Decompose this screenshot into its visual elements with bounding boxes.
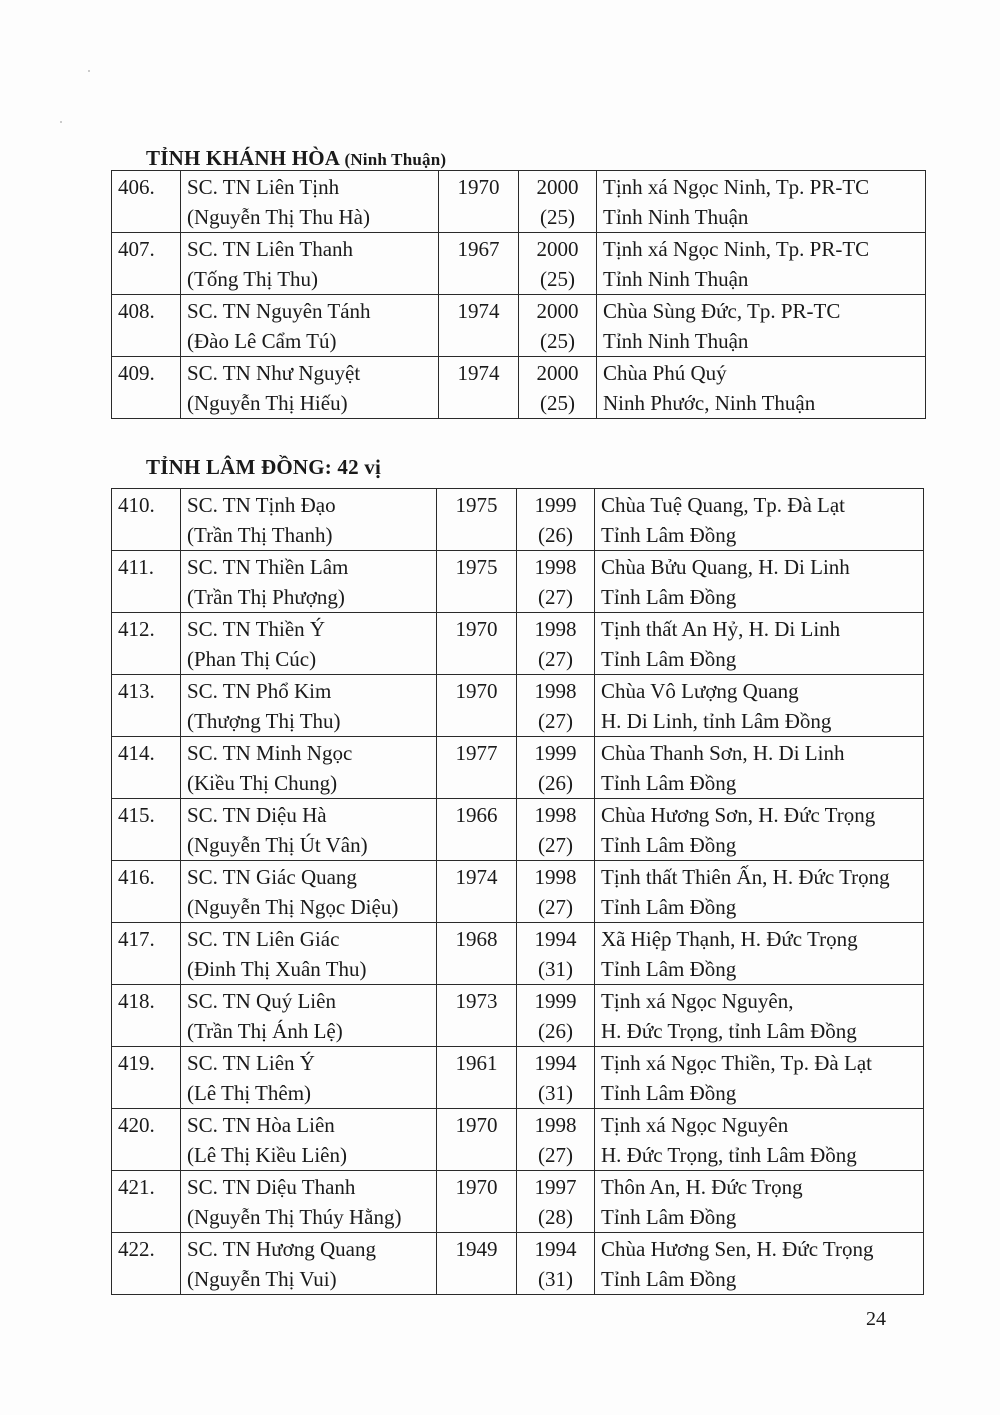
cell-name-name: SC. TN Liên Tịnh — [187, 175, 340, 199]
cell-address-addr2: Tỉnh Lâm Đồng — [601, 585, 737, 609]
table-row — [112, 551, 924, 613]
cell-name-lay-name: (Nguyễn Thị Hiếu) — [187, 391, 348, 415]
cell-address — [597, 295, 926, 357]
cell-name-lay-name: (Nguyễn Thị Thúy Hằng) — [187, 1205, 402, 1229]
cell-ordination-year-year: 1999 — [534, 741, 577, 765]
cell-name-name: SC. TN Liên Thanh — [187, 237, 354, 261]
cell-ordination-year-years-in: (27) — [538, 833, 573, 857]
cell-ordination-year — [519, 357, 597, 419]
cell-address — [595, 985, 924, 1047]
cell-name-lay-name: (Trần Thị Thanh) — [187, 523, 333, 547]
cell-ordination-year-year: 1999 — [534, 989, 577, 1013]
cell-address — [595, 489, 924, 551]
cell-number-no: 408. — [118, 299, 155, 323]
cell-ordination-year-year: 2000 — [536, 237, 579, 261]
cell-address-addr1: Tịnh xá Ngọc Nguyên, — [601, 989, 794, 1013]
cell-birth-year — [437, 1171, 517, 1233]
cell-ordination-year — [517, 675, 595, 737]
cell-number-no: 407. — [118, 237, 155, 261]
cell-ordination-year-years-in: (27) — [538, 1143, 573, 1167]
cell-birth-year-birth: 1973 — [455, 989, 498, 1013]
cell-birth-year-birth: 1975 — [455, 493, 498, 517]
cell-number — [112, 675, 181, 737]
cell-name-name: SC. TN Minh Ngọc — [187, 741, 353, 765]
cell-ordination-year-years-in: (27) — [538, 709, 573, 733]
cell-address-addr1: Chùa Hương Sơn, H. Đức Trọng — [601, 803, 876, 827]
table-row — [112, 171, 926, 233]
cell-address — [595, 1233, 924, 1295]
cell-address — [595, 799, 924, 861]
cell-address — [597, 233, 926, 295]
cell-address-addr1: Chùa Hương Sen, H. Đức Trọng — [601, 1237, 874, 1261]
cell-number — [112, 737, 181, 799]
cell-name — [181, 357, 439, 419]
cell-birth-year-birth: 1974 — [457, 361, 500, 385]
cell-birth-year-birth: 1970 — [455, 1113, 498, 1137]
cell-ordination-year-years-in: (26) — [538, 1019, 573, 1043]
cell-number-no: 418. — [118, 989, 155, 1013]
cell-birth-year — [439, 171, 519, 233]
cell-ordination-year-years-in: (31) — [538, 1267, 573, 1291]
cell-name-name: SC. TN Thiền Lâm — [187, 555, 349, 579]
cell-ordination-year — [519, 295, 597, 357]
page-number: 24 — [866, 1308, 886, 1330]
table-row — [112, 295, 926, 357]
cell-number — [112, 1047, 181, 1109]
cell-ordination-year-years-in: (25) — [540, 329, 575, 353]
cell-address-addr2: H. Đức Trọng, tỉnh Lâm Đồng — [601, 1143, 857, 1167]
cell-address-addr2: Tỉnh Lâm Đồng — [601, 647, 737, 671]
cell-number — [112, 295, 181, 357]
cell-address-addr1: Chùa Vô Lượng Quang — [601, 679, 799, 703]
table-row — [112, 1109, 924, 1171]
cell-birth-year-birth: 1970 — [457, 175, 500, 199]
cell-ordination-year-year: 1994 — [534, 1051, 577, 1075]
cell-ordination-year — [517, 861, 595, 923]
cell-number-no: 421. — [118, 1175, 155, 1199]
cell-number — [112, 489, 181, 551]
cell-number — [112, 799, 181, 861]
scan-speck — [88, 70, 90, 72]
cell-ordination-year — [519, 171, 597, 233]
cell-number-no: 413. — [118, 679, 155, 703]
cell-name-name: SC. TN Diệu Hà — [187, 803, 327, 827]
cell-number — [112, 923, 181, 985]
cell-address-addr1: Chùa Thanh Sơn, H. Di Linh — [601, 741, 845, 765]
cell-address — [595, 1109, 924, 1171]
cell-ordination-year-years-in: (31) — [538, 1081, 573, 1105]
cell-address — [597, 171, 926, 233]
cell-ordination-year — [517, 1233, 595, 1295]
cell-name — [181, 861, 437, 923]
cell-name-name: SC. TN Giác Quang — [187, 865, 357, 889]
cell-ordination-year-years-in: (26) — [538, 523, 573, 547]
cell-ordination-year-years-in: (27) — [538, 585, 573, 609]
cell-number — [112, 1233, 181, 1295]
cell-ordination-year-years-in: (31) — [538, 957, 573, 981]
cell-ordination-year — [517, 613, 595, 675]
table-row — [112, 1233, 924, 1295]
cell-address — [595, 737, 924, 799]
cell-address-addr2: Tỉnh Lâm Đồng — [601, 1081, 737, 1105]
cell-address — [595, 1047, 924, 1109]
cell-number — [112, 1109, 181, 1171]
cell-ordination-year-years-in: (25) — [540, 205, 575, 229]
cell-address-addr2: Tỉnh Ninh Thuận — [603, 329, 749, 353]
cell-name-lay-name: (Tống Thị Thu) — [187, 267, 319, 291]
cell-address-addr1: Tịnh thất Thiên Ấn, H. Đức Trọng — [601, 865, 890, 889]
table-row — [112, 489, 924, 551]
table-row — [112, 613, 924, 675]
cell-address-addr2: Ninh Phước, Ninh Thuận — [603, 391, 816, 415]
cell-address — [595, 675, 924, 737]
cell-birth-year-birth: 1970 — [455, 617, 498, 641]
section-title-khanh-hoa — [146, 146, 446, 171]
cell-address-addr1: Xã Hiệp Thạnh, H. Đức Trọng — [601, 927, 858, 951]
table-row — [112, 799, 924, 861]
cell-ordination-year — [517, 923, 595, 985]
cell-name-name: SC. TN Như Nguyệt — [187, 361, 361, 385]
cell-birth-year — [437, 613, 517, 675]
cell-birth-year-birth: 1974 — [457, 299, 500, 323]
cell-birth-year — [437, 489, 517, 551]
cell-number — [112, 357, 181, 419]
cell-address — [597, 357, 926, 419]
cell-birth-year — [437, 1233, 517, 1295]
cell-address-addr1: Thôn An, H. Đức Trọng — [601, 1175, 803, 1199]
cell-ordination-year-years-in: (27) — [538, 895, 573, 919]
cell-address-addr2: Tỉnh Lâm Đồng — [601, 833, 737, 857]
cell-number-no: 419. — [118, 1051, 155, 1075]
cell-name-name: SC. TN Hòa Liên — [187, 1113, 335, 1137]
cell-birth-year-birth: 1949 — [455, 1237, 498, 1261]
cell-number-no: 415. — [118, 803, 155, 827]
cell-number-no: 417. — [118, 927, 155, 951]
cell-ordination-year-year: 1998 — [534, 679, 577, 703]
cell-address — [595, 923, 924, 985]
cell-birth-year-birth: 1967 — [457, 237, 500, 261]
cell-name — [181, 295, 439, 357]
section-title-text: TỈNH KHÁNH HÒA — [146, 146, 339, 170]
cell-ordination-year-years-in: (25) — [540, 391, 575, 415]
cell-address — [595, 1171, 924, 1233]
cell-ordination-year-year: 2000 — [536, 175, 579, 199]
cell-name-name: SC. TN Diệu Thanh — [187, 1175, 356, 1199]
cell-name — [181, 233, 439, 295]
cell-address-addr2: Tỉnh Lâm Đồng — [601, 1267, 737, 1291]
cell-ordination-year-year: 2000 — [536, 361, 579, 385]
cell-address-addr2: Tỉnh Lâm Đồng — [601, 957, 737, 981]
cell-name-name: SC. TN Hương Quang — [187, 1237, 376, 1261]
cell-birth-year — [437, 675, 517, 737]
cell-name-lay-name: (Nguyễn Thị Vui) — [187, 1267, 337, 1291]
cell-ordination-year-year: 1998 — [534, 555, 577, 579]
cell-ordination-year-year: 1994 — [534, 1237, 577, 1261]
cell-name-name: SC. TN Liên Ý — [187, 1051, 315, 1075]
cell-address — [595, 613, 924, 675]
cell-name-lay-name: (Trần Thị Ánh Lệ) — [187, 1019, 343, 1043]
cell-birth-year — [439, 357, 519, 419]
cell-ordination-year-years-in: (28) — [538, 1205, 573, 1229]
cell-birth-year-birth: 1977 — [455, 741, 498, 765]
cell-ordination-year — [517, 737, 595, 799]
cell-birth-year — [437, 799, 517, 861]
cell-name — [181, 923, 437, 985]
cell-address-addr2: Tỉnh Lâm Đồng — [601, 771, 737, 795]
cell-ordination-year-year: 1998 — [534, 803, 577, 827]
table-row — [112, 357, 926, 419]
roster-table-khanh-hoa — [111, 170, 926, 419]
cell-number-no: 406. — [118, 175, 155, 199]
cell-name — [181, 613, 437, 675]
cell-address-addr1: Chùa Tuệ Quang, Tp. Đà Lạt — [601, 493, 846, 517]
cell-address-addr1: Chùa Bửu Quang, H. Di Linh — [601, 555, 850, 579]
cell-address-addr2: Tỉnh Lâm Đồng — [601, 1205, 737, 1229]
cell-birth-year — [437, 985, 517, 1047]
cell-number-no: 410. — [118, 493, 155, 517]
cell-name-lay-name: (Nguyễn Thị Ngọc Diệu) — [187, 895, 399, 919]
cell-name-name: SC. TN Tịnh Đạo — [187, 493, 336, 517]
table-row — [112, 1047, 924, 1109]
cell-name-name: SC. TN Liên Giác — [187, 927, 340, 951]
cell-name-name: SC. TN Phổ Kim — [187, 679, 332, 703]
cell-address-addr1: Tịnh xá Ngọc Ninh, Tp. PR-TC — [603, 175, 870, 199]
cell-number — [112, 1171, 181, 1233]
cell-number-no: 420. — [118, 1113, 155, 1137]
scan-speck — [60, 121, 62, 123]
cell-number-no: 409. — [118, 361, 155, 385]
section-subtitle: (Ninh Thuận) — [344, 150, 447, 169]
table-row — [112, 985, 924, 1047]
cell-birth-year — [439, 233, 519, 295]
cell-name-lay-name: (Kiều Thị Chung) — [187, 771, 338, 795]
cell-address-addr2: H. Di Linh, tỉnh Lâm Đồng — [601, 709, 832, 733]
cell-birth-year-birth: 1974 — [455, 865, 498, 889]
cell-ordination-year-year: 1994 — [534, 927, 577, 951]
cell-number — [112, 551, 181, 613]
cell-name-name: SC. TN Nguyên Tánh — [187, 299, 371, 323]
cell-ordination-year — [519, 233, 597, 295]
cell-number-no: 414. — [118, 741, 155, 765]
cell-address-addr1: Chùa Sùng Đức, Tp. PR-TC — [603, 299, 841, 323]
cell-ordination-year-year: 1999 — [534, 493, 577, 517]
cell-name — [181, 985, 437, 1047]
roster-table-lam-dong — [111, 488, 924, 1295]
cell-address-addr1: Tịnh xá Ngọc Ninh, Tp. PR-TC — [603, 237, 870, 261]
cell-number — [112, 233, 181, 295]
cell-ordination-year-year: 2000 — [536, 299, 579, 323]
cell-name — [181, 489, 437, 551]
cell-address-addr2: Tỉnh Lâm Đồng — [601, 523, 737, 547]
cell-address-addr2: Tỉnh Lâm Đồng — [601, 895, 737, 919]
cell-number — [112, 613, 181, 675]
cell-birth-year-birth: 1968 — [455, 927, 498, 951]
cell-birth-year — [439, 295, 519, 357]
cell-name-lay-name: (Nguyễn Thị Thu Hà) — [187, 205, 370, 229]
cell-birth-year-birth: 1961 — [455, 1051, 498, 1075]
cell-address — [595, 551, 924, 613]
cell-birth-year-birth: 1970 — [455, 1175, 498, 1199]
cell-number-no: 411. — [118, 555, 154, 579]
cell-name-lay-name: (Lê Thị Kiều Liên) — [187, 1143, 347, 1167]
cell-birth-year — [437, 737, 517, 799]
cell-birth-year — [437, 923, 517, 985]
cell-number — [112, 985, 181, 1047]
cell-ordination-year-years-in: (27) — [538, 647, 573, 671]
cell-name — [181, 799, 437, 861]
section-title-text: TỈNH LÂM ĐỒNG: 42 vị — [146, 455, 381, 479]
cell-address-addr1: Tịnh thất An Hỷ, H. Di Linh — [601, 617, 841, 641]
cell-address-addr1: Tịnh xá Ngọc Thiền, Tp. Đà Lạt — [601, 1051, 872, 1075]
cell-name-name: SC. TN Quý Liên — [187, 989, 336, 1013]
cell-birth-year-birth: 1966 — [455, 803, 498, 827]
cell-number-no: 422. — [118, 1237, 155, 1261]
cell-number — [112, 861, 181, 923]
cell-name — [181, 1233, 437, 1295]
cell-ordination-year-years-in: (26) — [538, 771, 573, 795]
table-row — [112, 923, 924, 985]
table-row — [112, 737, 924, 799]
cell-ordination-year — [517, 1109, 595, 1171]
table-row — [112, 1171, 924, 1233]
cell-address-addr2: Tỉnh Ninh Thuận — [603, 267, 749, 291]
cell-ordination-year — [517, 799, 595, 861]
cell-birth-year — [437, 861, 517, 923]
cell-name-lay-name: (Phan Thị Cúc) — [187, 647, 317, 671]
cell-number — [112, 171, 181, 233]
cell-name — [181, 737, 437, 799]
cell-name — [181, 171, 439, 233]
cell-name — [181, 1109, 437, 1171]
cell-name-lay-name: (Đinh Thị Xuân Thu) — [187, 957, 367, 981]
cell-ordination-year-year: 1997 — [534, 1175, 577, 1199]
cell-name-lay-name: (Nguyễn Thị Út Vân) — [187, 833, 368, 857]
cell-ordination-year — [517, 551, 595, 613]
cell-ordination-year-year: 1998 — [534, 617, 577, 641]
cell-number-no: 412. — [118, 617, 155, 641]
table-row — [112, 675, 924, 737]
cell-birth-year — [437, 1109, 517, 1171]
cell-name — [181, 551, 437, 613]
section-title-lam-dong — [146, 455, 381, 480]
cell-address-addr2: H. Đức Trọng, tỉnh Lâm Đồng — [601, 1019, 857, 1043]
cell-name — [181, 1047, 437, 1109]
cell-name-lay-name: (Trần Thị Phượng) — [187, 585, 345, 609]
cell-birth-year — [437, 551, 517, 613]
table-row — [112, 233, 926, 295]
cell-name-name: SC. TN Thiền Ý — [187, 617, 326, 641]
cell-name-lay-name: (Đào Lê Cẩm Tú) — [187, 329, 337, 353]
cell-ordination-year — [517, 489, 595, 551]
cell-address-addr1: Chùa Phú Quý — [603, 361, 727, 385]
cell-address-addr1: Tịnh xá Ngọc Nguyên — [601, 1113, 789, 1137]
cell-name-lay-name: (Thượng Thị Thu) — [187, 709, 341, 733]
cell-birth-year-birth: 1970 — [455, 679, 498, 703]
cell-ordination-year — [517, 1047, 595, 1109]
cell-name — [181, 675, 437, 737]
cell-name-lay-name: (Lê Thị Thêm) — [187, 1081, 312, 1105]
cell-ordination-year — [517, 985, 595, 1047]
cell-ordination-year — [517, 1171, 595, 1233]
cell-ordination-year-year: 1998 — [534, 865, 577, 889]
cell-address — [595, 861, 924, 923]
cell-name — [181, 1171, 437, 1233]
cell-ordination-year-year: 1998 — [534, 1113, 577, 1137]
table-row — [112, 861, 924, 923]
cell-birth-year — [437, 1047, 517, 1109]
cell-address-addr2: Tỉnh Ninh Thuận — [603, 205, 749, 229]
cell-ordination-year-years-in: (25) — [540, 267, 575, 291]
cell-birth-year-birth: 1975 — [455, 555, 498, 579]
cell-number-no: 416. — [118, 865, 155, 889]
